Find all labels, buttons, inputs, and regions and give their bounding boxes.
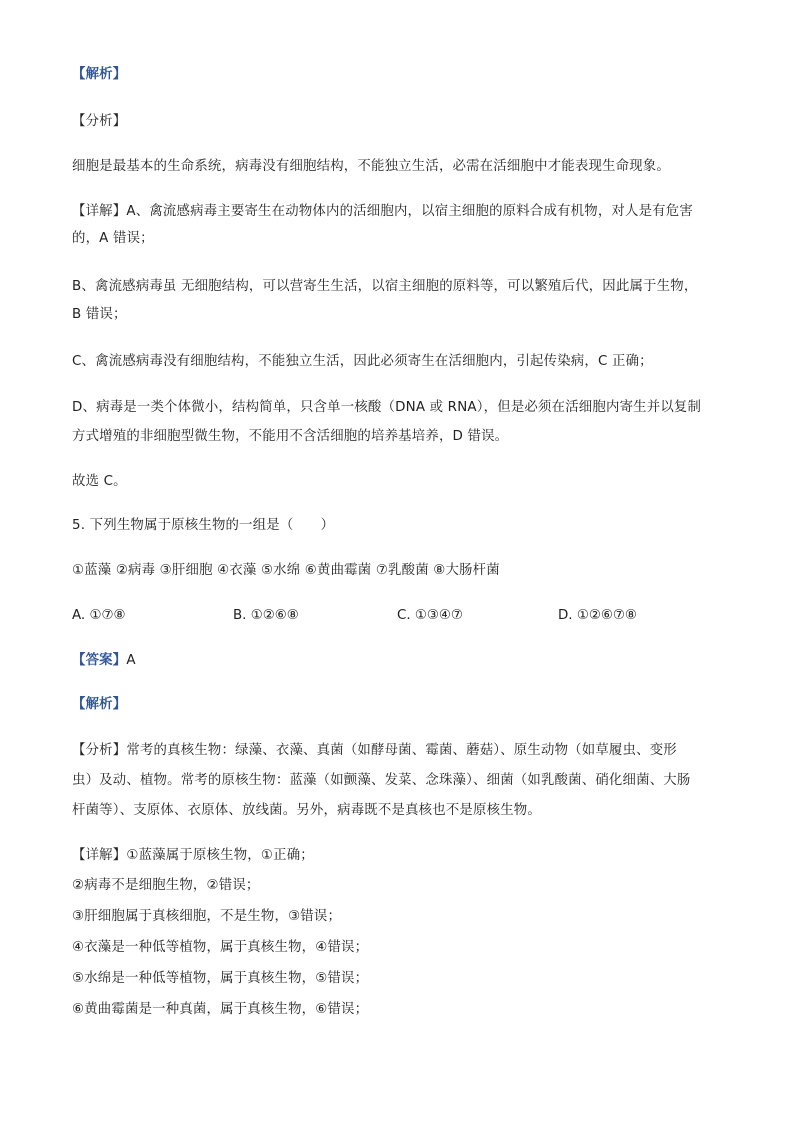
fenxi-paragraph-q5-line1 bbox=[72, 742, 677, 760]
option-b-explanation-line1: B、禽流感病毒虽 无细胞结构，可以营寄生生活，以宿主细胞的原料等，可以繁殖后代，因此属于生物， bbox=[72, 279, 698, 294]
option-b: B. ①②⑥⑧ bbox=[233, 608, 299, 623]
answer-heading: 【答案】 bbox=[72, 653, 127, 668]
detail-item-3: ③肝细胞属于真核细胞，不是生物，③错误； bbox=[72, 909, 342, 924]
option-a-explanation: A、禽流感病毒主要寄生在动物体内的活细胞内，以宿主细胞的原料合成有机物，对人是有危害 bbox=[126, 204, 693, 219]
option-c: C. ①③④⑦ bbox=[397, 608, 463, 623]
choice-statement: 故选 C。 bbox=[72, 474, 127, 489]
xiangjie-paragraph-a-line2: 的，A 错误； bbox=[72, 231, 154, 246]
option-d: D. ①②⑥⑦⑧ bbox=[558, 608, 637, 623]
option-a: A. ①⑦⑧ bbox=[72, 608, 126, 623]
fenxi-text-q5-line3: 杆菌等）、支原体、衣原体、放线菌。另外，病毒既不是真核也不是原核生物。 bbox=[72, 803, 541, 818]
detail-item-6: ⑥黄曲霉菌是一种真菌，属于真核生物，⑥错误； bbox=[72, 1002, 369, 1017]
option-d-explanation-line2: 方式增殖的非细胞型微生物，不能用不含活细胞的培养基培养，D 错误。 bbox=[72, 429, 509, 444]
detail-item-1: ①蓝藻属于原核生物，①正确； bbox=[126, 848, 314, 863]
answer-value: A bbox=[126, 653, 136, 668]
xiangjie-heading-q5: 【详解】 bbox=[72, 848, 127, 863]
answer-line bbox=[72, 652, 136, 670]
xiangjie-paragraph-a-line1 bbox=[72, 203, 693, 221]
jiexi-heading: 【解析】 bbox=[72, 67, 127, 82]
fenxi-text: 细胞是最基本的生命系统，病毒没有细胞结构，不能独立生活，必需在活细胞中才能表现生命现象。 bbox=[72, 159, 670, 174]
xiangjie-q5-line1 bbox=[72, 847, 314, 865]
question-5-items: ①蓝藻 ②病毒 ③肝细胞 ④衣藻 ⑤水绵 ⑥黄曲霉菌 ⑦乳酸菌 ⑧大肠杆菌 bbox=[72, 563, 500, 578]
fenxi-heading-q5: 【分析】 bbox=[72, 743, 127, 758]
question-5-stem: 5. 下列生物属于原核生物的一组是（ ） bbox=[72, 518, 335, 533]
option-b-explanation-line2: B 错误； bbox=[72, 307, 127, 322]
fenxi-heading: 【分析】 bbox=[72, 114, 127, 129]
option-c-explanation: C、禽流感病毒没有细胞结构，不能独立生活，因此必须寄生在活细胞内，引起传染病，C 正确； bbox=[72, 354, 653, 369]
detail-item-5: ⑤水绵是一种低等植物，属于真核生物，⑤错误； bbox=[72, 971, 369, 986]
xiangjie-heading: 【详解】 bbox=[72, 204, 127, 219]
jiexi-heading-q5: 【解析】 bbox=[72, 697, 127, 712]
fenxi-text-q5-line1: 常考的真核生物：绿藻、衣藻、真菌（如酵母菌、霉菌、蘑菇）、原生动物（如草履虫、变形 bbox=[126, 743, 677, 758]
detail-item-4: ④衣藻是一种低等植物，属于真核生物，④错误； bbox=[72, 940, 369, 955]
detail-item-2: ②病毒不是细胞生物，②错误； bbox=[72, 878, 260, 893]
option-d-explanation-line1: D、病毒是一类个体微小，结构简单，只含单一核酸（DNA 或 RNA），但是必须在活细胞内寄生并以复制 bbox=[72, 400, 702, 415]
fenxi-text-q5-line2: 虫）及动、植物。常考的原核生物：蓝藻（如颤藻、发菜、念珠藻）、细菌（如乳酸菌、硝化细菌、大肠 bbox=[72, 773, 691, 788]
